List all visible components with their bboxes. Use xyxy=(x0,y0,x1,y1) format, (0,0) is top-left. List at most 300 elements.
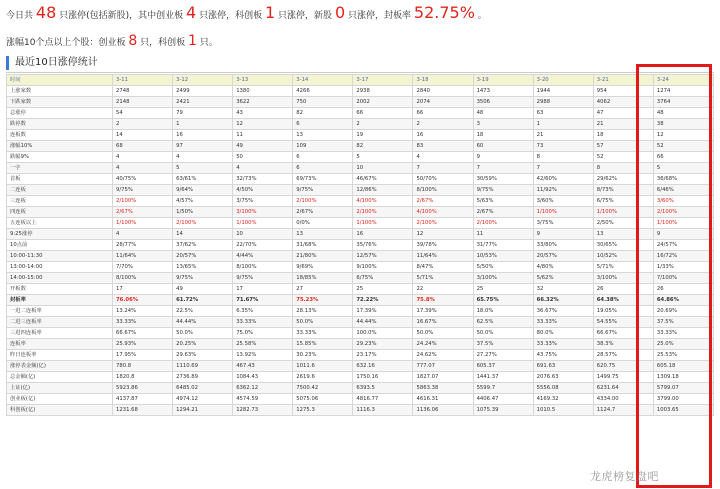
table-cell: 52 xyxy=(653,141,713,152)
table-cell: 1274 xyxy=(653,86,713,97)
summary-text-3: 只涨停，新股 xyxy=(278,11,333,21)
table-cell: 2/100% xyxy=(653,207,713,218)
table-cell: 3/60% xyxy=(533,196,593,207)
table-cell: 25.93% xyxy=(113,339,173,350)
table-row xyxy=(7,361,714,372)
table-cell: 2736.89 xyxy=(173,372,233,383)
table-cell: 9 xyxy=(533,229,593,240)
table-cell: 43 xyxy=(233,108,293,119)
row-label: 封板率 xyxy=(7,295,113,306)
table-cell: 8 xyxy=(593,163,653,174)
table-cell: 1294.21 xyxy=(173,405,233,416)
table-cell: 66 xyxy=(653,152,713,163)
table-row xyxy=(7,218,714,229)
table-cell: 30/65% xyxy=(593,240,653,251)
table-cell: 1 xyxy=(173,119,233,130)
table-row xyxy=(7,86,714,97)
table-cell: 9/75% xyxy=(293,185,353,196)
table-cell: 3/75% xyxy=(233,196,293,207)
table-cell: 63 xyxy=(533,108,593,119)
table-cell: 50.0% xyxy=(473,328,533,339)
table-cell: 42/60% xyxy=(533,174,593,185)
table-cell: 11/64% xyxy=(113,251,173,262)
row-label: 五连板以上 xyxy=(7,218,113,229)
section-title: 最近10日涨停统计 xyxy=(6,56,714,70)
table-cell: 1/100% xyxy=(353,218,413,229)
table-cell: 7 xyxy=(413,163,473,174)
table-cell: 8/47% xyxy=(413,262,473,273)
table-cell: 5075.06 xyxy=(293,394,353,405)
table-cell: 6/75% xyxy=(353,273,413,284)
table-cell: 1136.06 xyxy=(413,405,473,416)
table-cell: 8/73% xyxy=(593,185,653,196)
table-cell: 25 xyxy=(473,284,533,295)
table-cell: 1124.7 xyxy=(593,405,653,416)
table-row xyxy=(7,251,714,262)
table-cell: 1944 xyxy=(533,86,593,97)
table-cell: 8 xyxy=(533,152,593,163)
table-cell: 2/100% xyxy=(173,218,233,229)
row-label: 一进二连板率 xyxy=(7,306,113,317)
table-cell: 66 xyxy=(413,108,473,119)
table-cell: 1/33% xyxy=(653,262,713,273)
table-cell: 36.67% xyxy=(533,306,593,317)
table-cell: 3622 xyxy=(233,97,293,108)
table-cell: 5 xyxy=(353,152,413,163)
table-cell: 6/46% xyxy=(653,185,713,196)
table-cell: 37/62% xyxy=(173,240,233,251)
table-cell: 5 xyxy=(173,163,233,174)
table-cell: 18 xyxy=(593,130,653,141)
table-cell: 605.37 xyxy=(473,361,533,372)
table-cell: 62.5% xyxy=(473,317,533,328)
table-cell: 54.55% xyxy=(593,317,653,328)
table-cell: 48 xyxy=(653,108,713,119)
table-cell: 6 xyxy=(293,119,353,130)
table-cell: 2421 xyxy=(173,97,233,108)
table-cell: 3/100% xyxy=(593,273,653,284)
table-cell: 30.23% xyxy=(293,350,353,361)
table-row xyxy=(7,383,714,394)
column-header-date: 3-20 xyxy=(533,75,593,86)
table-cell: 25.0% xyxy=(653,339,713,350)
table-cell: 29.23% xyxy=(353,339,413,350)
table-cell: 1750.16 xyxy=(353,372,413,383)
table-cell: 4 xyxy=(113,229,173,240)
table-cell: 4 xyxy=(233,163,293,174)
table-cell: 66.67% xyxy=(113,328,173,339)
table-row xyxy=(7,174,714,185)
table-cell: 2/100% xyxy=(413,218,473,229)
table-row xyxy=(7,394,714,405)
table-cell: 9/64% xyxy=(173,185,233,196)
table-cell: 2 xyxy=(353,119,413,130)
row-label: 下跌家数 xyxy=(7,97,113,108)
column-header-date: 3-13 xyxy=(233,75,293,86)
table-row xyxy=(7,339,714,350)
table-cell: 12 xyxy=(413,229,473,240)
table-cell: 6362.12 xyxy=(233,383,293,394)
table-cell: 63/61% xyxy=(173,174,233,185)
table-cell: 2/67% xyxy=(293,207,353,218)
table-cell: 83 xyxy=(413,141,473,152)
table-cell: 20/57% xyxy=(533,251,593,262)
row-label: 总涨停 xyxy=(7,108,113,119)
table-cell: 620.75 xyxy=(593,361,653,372)
table-cell: 23.17% xyxy=(353,350,413,361)
table-cell: 36/68% xyxy=(653,174,713,185)
table-cell: 2/100% xyxy=(473,218,533,229)
table-cell: 6 xyxy=(293,152,353,163)
table-cell: 9/69% xyxy=(293,262,353,273)
table-cell: 1084.43 xyxy=(233,372,293,383)
table-cell: 2/67% xyxy=(413,196,473,207)
table-cell: 1011.6 xyxy=(293,361,353,372)
table-cell: 16/72% xyxy=(653,251,713,262)
row-label: 10点前 xyxy=(7,240,113,251)
table-cell: 5799.07 xyxy=(653,383,713,394)
table-cell: 13 xyxy=(293,229,353,240)
table-cell: 16 xyxy=(353,229,413,240)
table-cell: 1473 xyxy=(473,86,533,97)
table-cell: 13/65% xyxy=(173,262,233,273)
table-cell: 22 xyxy=(413,284,473,295)
star-10pct-count: 1 xyxy=(188,33,197,49)
table-cell: 1231.68 xyxy=(113,405,173,416)
table-cell: 10 xyxy=(353,163,413,174)
table-cell: 50/70% xyxy=(413,174,473,185)
table-cell: 50 xyxy=(233,152,293,163)
row-label: 三连板 xyxy=(7,196,113,207)
row-label: 首板 xyxy=(7,174,113,185)
column-header-date: 3-11 xyxy=(113,75,173,86)
table-cell: 1827.07 xyxy=(413,372,473,383)
row-label: 一字 xyxy=(7,163,113,174)
table-cell: 5863.38 xyxy=(413,383,473,394)
table-cell: 12/86% xyxy=(353,185,413,196)
table-cell: 17 xyxy=(113,284,173,295)
table-cell: 26 xyxy=(593,284,653,295)
table-cell: 4137.87 xyxy=(113,394,173,405)
table-cell: 10/52% xyxy=(593,251,653,262)
summary2-suffix: 只。 xyxy=(199,38,218,48)
row-label: 二连板 xyxy=(7,185,113,196)
table-cell: 9/75% xyxy=(233,273,293,284)
table-cell: 954 xyxy=(593,86,653,97)
table-cell: 18/85% xyxy=(293,273,353,284)
table-cell: 4/44% xyxy=(233,251,293,262)
table-cell: 13.24% xyxy=(113,306,173,317)
row-label: 总金额(亿) xyxy=(7,372,113,383)
table-cell: 4/100% xyxy=(413,207,473,218)
table-cell: 1110.69 xyxy=(173,361,233,372)
table-row xyxy=(7,273,714,284)
table-cell: 3/60% xyxy=(653,196,713,207)
row-label: 10:00-11:30 xyxy=(7,251,113,262)
table-cell: 4816.77 xyxy=(353,394,413,405)
table-cell: 28/77% xyxy=(113,240,173,251)
table-cell: 18.0% xyxy=(473,306,533,317)
seal-rate: 52.75% xyxy=(413,3,475,22)
table-cell: 4406.47 xyxy=(473,394,533,405)
table-cell: 82 xyxy=(293,108,353,119)
table-row xyxy=(7,372,714,383)
gem-10pct-count: 8 xyxy=(128,33,138,49)
column-header-time: 时间 xyxy=(7,75,113,86)
table-cell: 72.22% xyxy=(353,295,413,306)
table-cell: 16 xyxy=(173,130,233,141)
table-cell: 467.43 xyxy=(233,361,293,372)
table-cell: 29.63% xyxy=(173,350,233,361)
gem-limit-up-count: 4 xyxy=(186,3,197,22)
table-cell: 28.13% xyxy=(293,306,353,317)
table-cell: 5/71% xyxy=(413,273,473,284)
table-cell: 109 xyxy=(293,141,353,152)
table-cell: 13 xyxy=(593,229,653,240)
table-cell: 777.07 xyxy=(413,361,473,372)
table-cell: 22/70% xyxy=(233,240,293,251)
table-cell: 73 xyxy=(533,141,593,152)
table-cell: 24.62% xyxy=(413,350,473,361)
table-cell: 4 xyxy=(113,163,173,174)
table-cell: 3/100% xyxy=(233,207,293,218)
table-cell: 20.25% xyxy=(173,339,233,350)
column-header-date: 3-21 xyxy=(593,75,653,86)
table-cell: 8/100% xyxy=(113,273,173,284)
table-cell: 2076.63 xyxy=(533,372,593,383)
table-row xyxy=(7,185,714,196)
row-label: 二进三连板率 xyxy=(7,317,113,328)
table-cell: 12 xyxy=(653,130,713,141)
table-cell: 32 xyxy=(533,284,593,295)
table-cell: 11/64% xyxy=(413,251,473,262)
row-label: 上证(亿) xyxy=(7,383,113,394)
table-cell: 66 xyxy=(353,108,413,119)
table-cell: 4/50% xyxy=(233,185,293,196)
watermark: 龙虎榜复盘吧 xyxy=(590,470,659,483)
table-cell: 1010.5 xyxy=(533,405,593,416)
table-cell: 6 xyxy=(293,163,353,174)
table-cell: 50.0% xyxy=(413,328,473,339)
table-cell: 1/100% xyxy=(653,218,713,229)
table-cell: 4 xyxy=(173,152,233,163)
table-cell: 2/67% xyxy=(473,207,533,218)
table-cell: 33.33% xyxy=(293,328,353,339)
table-cell: 69/73% xyxy=(293,174,353,185)
table-cell: 2938 xyxy=(353,86,413,97)
column-header-date: 3-14 xyxy=(293,75,353,86)
table-cell: 1075.39 xyxy=(473,405,533,416)
table-cell: 4266 xyxy=(293,86,353,97)
table-cell: 54 xyxy=(113,108,173,119)
table-cell: 75.8% xyxy=(413,295,473,306)
table-cell: 10/53% xyxy=(473,251,533,262)
table-cell: 16 xyxy=(413,130,473,141)
table-cell: 1/50% xyxy=(173,207,233,218)
table-cell: 21/80% xyxy=(293,251,353,262)
table-cell: 6231.64 xyxy=(593,383,653,394)
table-cell: 17 xyxy=(233,284,293,295)
table-cell: 24.24% xyxy=(413,339,473,350)
table-cell: 82 xyxy=(353,141,413,152)
summary2-prefix: 涨幅10个点以上个股：创业板 xyxy=(6,38,126,48)
row-label: 9:25涨停 xyxy=(7,229,113,240)
table-cell: 31/77% xyxy=(473,240,533,251)
summary-text-4: 只涨停，封板率 xyxy=(348,11,412,21)
table-cell: 48 xyxy=(473,108,533,119)
table-cell: 31/68% xyxy=(293,240,353,251)
new-stock-limit-up-count: 0 xyxy=(334,3,346,22)
table-cell: 27 xyxy=(293,284,353,295)
table-cell: 4616.31 xyxy=(413,394,473,405)
table-cell: 14 xyxy=(173,229,233,240)
table-row xyxy=(7,97,714,108)
table-cell: 25 xyxy=(353,284,413,295)
table-cell: 57 xyxy=(593,141,653,152)
row-label: 13:00-14:00 xyxy=(7,262,113,273)
table-cell: 4/100% xyxy=(353,196,413,207)
table-cell: 38.3% xyxy=(593,339,653,350)
table-cell: 75.0% xyxy=(233,328,293,339)
highlight-box-3-24 xyxy=(636,64,712,488)
table-row xyxy=(7,328,714,339)
table-cell: 5/63% xyxy=(473,196,533,207)
row-label: 四连板 xyxy=(7,207,113,218)
table-cell: 4/80% xyxy=(533,262,593,273)
row-label: 上涨家数 xyxy=(7,86,113,97)
table-cell: 7 xyxy=(473,163,533,174)
table-cell: 68 xyxy=(113,141,173,152)
row-label: 涨幅10% xyxy=(7,141,113,152)
table-cell: 20.69% xyxy=(653,306,713,317)
row-label: 跌幅9% xyxy=(7,152,113,163)
summary-line xyxy=(6,4,487,25)
table-row xyxy=(7,350,714,361)
table-cell: 1275.3 xyxy=(293,405,353,416)
table-header-row xyxy=(7,75,714,86)
table-cell: 46/67% xyxy=(353,174,413,185)
table-cell: 49 xyxy=(233,141,293,152)
table-cell: 1380 xyxy=(233,86,293,97)
table-cell: 10 xyxy=(233,229,293,240)
row-label: 创业板(亿) xyxy=(7,394,113,405)
table-cell: 26 xyxy=(653,284,713,295)
table-cell: 1820.8 xyxy=(113,372,173,383)
table-cell: 2 xyxy=(413,119,473,130)
table-cell: 15.85% xyxy=(293,339,353,350)
table-row xyxy=(7,229,714,240)
table-cell: 4 xyxy=(413,152,473,163)
table-cell: 8/100% xyxy=(413,185,473,196)
table-cell: 66.32% xyxy=(533,295,593,306)
table-cell: 1441.37 xyxy=(473,372,533,383)
column-header-date: 3-24 xyxy=(653,75,713,86)
table-cell: 2988 xyxy=(533,97,593,108)
table-cell: 33.33% xyxy=(113,317,173,328)
table-cell: 16.67% xyxy=(413,317,473,328)
table-cell: 44.44% xyxy=(353,317,413,328)
table-cell: 5599.7 xyxy=(473,383,533,394)
table-cell: 3764 xyxy=(653,97,713,108)
row-label: 科创板(亿) xyxy=(7,405,113,416)
table-cell: 66.67% xyxy=(593,328,653,339)
table-cell: 32/73% xyxy=(233,174,293,185)
table-cell: 7500.42 xyxy=(293,383,353,394)
table-cell: 3506 xyxy=(473,97,533,108)
table-cell: 50.0% xyxy=(173,328,233,339)
summary-text-1: 只涨停(包括新股)，其中创业板 xyxy=(59,11,184,21)
table-cell: 43.75% xyxy=(533,350,593,361)
table-cell: 2 xyxy=(113,119,173,130)
table-cell: 5/50% xyxy=(473,262,533,273)
table-cell: 7/100% xyxy=(653,273,713,284)
table-cell: 6485.02 xyxy=(173,383,233,394)
table-cell: 4 xyxy=(113,152,173,163)
table-cell: 19.05% xyxy=(593,306,653,317)
table-row xyxy=(7,284,714,295)
table-cell: 8/100% xyxy=(233,262,293,273)
table-cell: 37.5% xyxy=(473,339,533,350)
table-cell: 3/100% xyxy=(473,273,533,284)
table-cell: 1/100% xyxy=(113,218,173,229)
row-label: 涨停表金额(亿) xyxy=(7,361,113,372)
table-cell: 33.33% xyxy=(653,328,713,339)
table-cell: 6/75% xyxy=(593,196,653,207)
table-cell: 2619.6 xyxy=(293,372,353,383)
table-row xyxy=(7,295,714,306)
table-cell: 632.16 xyxy=(353,361,413,372)
table-cell: 12/57% xyxy=(353,251,413,262)
table-cell: 11 xyxy=(233,130,293,141)
table-cell: 9/75% xyxy=(113,185,173,196)
table-cell: 2/67% xyxy=(113,207,173,218)
table-cell: 18 xyxy=(473,130,533,141)
row-label: 开板数 xyxy=(7,284,113,295)
table-cell: 3/75% xyxy=(533,218,593,229)
table-cell: 4974.12 xyxy=(173,394,233,405)
summary-text-2: 只涨停，科创板 xyxy=(199,11,263,21)
table-cell: 61.72% xyxy=(173,295,233,306)
column-header-date: 3-19 xyxy=(473,75,533,86)
table-cell: 9 xyxy=(653,229,713,240)
table-cell: 71.67% xyxy=(233,295,293,306)
table-cell: 4062 xyxy=(593,97,653,108)
table-cell: 2/50% xyxy=(593,218,653,229)
table-cell: 780.8 xyxy=(113,361,173,372)
table-cell: 9 xyxy=(473,152,533,163)
table-row xyxy=(7,306,714,317)
table-cell: 44.44% xyxy=(173,317,233,328)
row-label: 跌停数 xyxy=(7,119,113,130)
table-cell: 21 xyxy=(593,119,653,130)
table-cell: 20/57% xyxy=(173,251,233,262)
table-row xyxy=(7,207,714,218)
table-cell: 13.92% xyxy=(233,350,293,361)
table-cell: 25.58% xyxy=(233,339,293,350)
table-row xyxy=(7,108,714,119)
table-cell: 2002 xyxy=(353,97,413,108)
table-cell: 30/59% xyxy=(473,174,533,185)
table-cell: 14 xyxy=(113,130,173,141)
table-cell: 1003.65 xyxy=(653,405,713,416)
table-cell: 39/78% xyxy=(413,240,473,251)
table-cell: 750 xyxy=(293,97,353,108)
table-cell: 1/100% xyxy=(233,218,293,229)
table-cell: 5923.86 xyxy=(113,383,173,394)
row-label: 连板率 xyxy=(7,339,113,350)
table-cell: 17.95% xyxy=(113,350,173,361)
table-cell: 5 xyxy=(653,163,713,174)
